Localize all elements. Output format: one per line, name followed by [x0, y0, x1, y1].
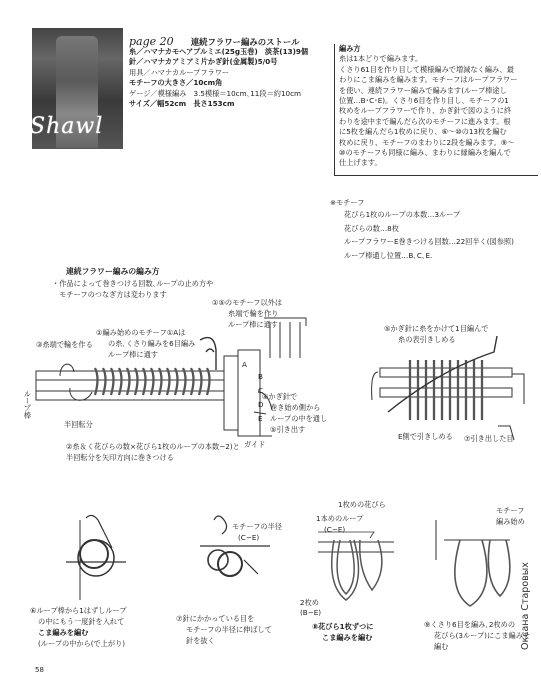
- method-line: わりにこま編みを編みます。モチーフはループフラワー: [339, 75, 518, 85]
- d1-label: ④かぎ針で: [262, 392, 298, 401]
- d1-label: ①⑤のモチーフ以外は: [212, 298, 283, 307]
- photo-caption: Shawl: [30, 114, 104, 139]
- spec-gauge: ゲージ／模様編み 3.5模様＝10cm､11段＝約10cm: [129, 88, 302, 98]
- step6-label: ⑥ループ棒から1はずしループ: [30, 606, 127, 615]
- step7-label: 針を抜く: [186, 636, 215, 645]
- d2-label: 糸の表引きしめる: [398, 335, 456, 344]
- note-line: ・作品によって巻きつける回数､ループの止め方や: [52, 279, 214, 288]
- page-label: page 20: [129, 35, 174, 48]
- step9-label: モチーフ: [496, 506, 525, 515]
- step8-label: (C−E): [324, 525, 346, 534]
- spec-motif-size: モチーフの大きさ／10cm角: [129, 78, 223, 88]
- step7-label: モチーフの半径に伸ばして: [186, 625, 272, 634]
- d1-label: 糸端で輪を作り: [228, 309, 279, 318]
- d1-label: ⑤引き出す: [270, 425, 306, 434]
- method-line: くさり61目を作り目して模様編みで増減なく編み、最: [339, 64, 514, 74]
- d1-label: ループ棒に通す: [228, 320, 278, 329]
- motif-title: ※モチーフ: [330, 198, 365, 207]
- page-number: 58: [35, 666, 44, 674]
- method-line: 仕上げます。: [339, 158, 382, 168]
- d1-letter: C: [258, 386, 264, 395]
- step9-label: 花びら(3ループ)にこま編みを: [434, 631, 531, 640]
- note-line: モチーフのつなぎ方は変わります: [52, 290, 167, 299]
- motif-line: ループ棒通し位置…B､C､E.: [344, 250, 433, 260]
- spec-size: サイズ／幅52cm 長さ153cm: [129, 99, 235, 109]
- d1-letter: E: [258, 414, 263, 423]
- method-line: を使い、連続フラワー編みで編みます(ループ棒途し: [339, 85, 507, 95]
- method-line: 枚めに戻り、モチーフのまわりに2段を編みます。⑨〜: [339, 137, 515, 147]
- d2-label: ⑤かぎ針に糸をかけて1目編んで: [384, 324, 489, 333]
- d1-label: ループ棒: [23, 390, 33, 419]
- step9-label: ⑨くさり6目を編み､2枚めの: [424, 620, 516, 629]
- step6-label: こま編みを編む: [38, 628, 89, 637]
- d1-label: の糸､くさり編みを6目編み: [108, 339, 196, 348]
- watermark: Оксана Старовых: [520, 562, 531, 650]
- step9-label: 編む: [434, 642, 449, 651]
- motif-line: ループフラワーE巻きつける回数…22回半く(図参照): [344, 237, 514, 247]
- method-line: 位置…B･C･E)。くさり6目を作り目し、モチーフの1: [339, 96, 509, 106]
- step7-label: モチーフの半径: [232, 522, 282, 531]
- d1-label: ループ棒に通す: [108, 350, 158, 359]
- step6-label: (ループの中から(で上がり): [38, 639, 126, 648]
- spec-yarn: 糸／ハマナカモヘアプルミエ(25g玉巻) 淡茶(13)9個: [129, 47, 309, 56]
- d1-label: 巻き始め側から: [270, 403, 321, 412]
- section-title: 連続フラワー編みの編み方: [66, 267, 160, 276]
- step-drawings: [66, 515, 510, 606]
- d1-letter: B: [258, 372, 263, 381]
- method-line: わりを途中まで編んだら次のモチーフに進みます。根: [339, 116, 511, 126]
- step8-label: 2枚め: [300, 598, 319, 607]
- pattern-title: 連続フラワー編みのストール: [190, 37, 300, 47]
- step6-label: の中にもう一度針を入れて: [38, 617, 125, 626]
- d1-label: ①編み始めのモチーフ①Aは: [96, 328, 186, 337]
- step7-label: ⑦針にかかっている目を: [176, 614, 255, 623]
- motif-line: 花びら1枚のループの本数…3ループ: [344, 210, 461, 220]
- d1-label: ガイド: [244, 440, 266, 449]
- d1-label: ③糸端で輪を作る: [36, 340, 93, 349]
- loop-flower-diagram-2: [372, 336, 524, 440]
- method-title: 編み方: [339, 44, 361, 53]
- step8-label: (B−E): [300, 608, 322, 617]
- step8-label: 1本めのループ: [316, 514, 364, 523]
- step9-label: 編み始め: [496, 517, 525, 526]
- d1-label: 半回転分を矢印方向に巻きつける: [66, 453, 174, 462]
- method-line: に5枚を編んだら1枚めに戻り、⑥〜⑩の13枚を編む: [339, 127, 507, 137]
- step8-label: 1枚めの花びら: [338, 500, 386, 509]
- d1-label: ループの中を通し: [270, 414, 328, 423]
- method-line: 糸は1本どりで編みます。: [339, 54, 423, 64]
- d1-label: ②糸＆く花びらの数×花びら1枚のループの本数−2)と: [66, 442, 240, 451]
- d1-letter: A: [242, 360, 247, 369]
- d2-label: ⑦引き出した目: [464, 434, 514, 443]
- d1-letter: D: [258, 400, 264, 409]
- spec-needle: 針／ハマナカアミアミ片かぎ針(金属製)5/0号: [129, 57, 278, 67]
- step8-label: こま編みを編む: [322, 633, 373, 642]
- spec-tool: 用具／ハマナカループフラワー: [129, 67, 230, 77]
- motif-line: 花びらの数…8枚: [344, 223, 399, 233]
- d2-label: E側で引きしめる: [398, 432, 453, 441]
- d1-label: 半回転分: [64, 420, 93, 429]
- step8-label: ⑧花びら1枚ずつに: [312, 622, 374, 631]
- step7-label: (C−E): [238, 533, 260, 542]
- method-line: 枚めをループフラワーで作り、かぎ針で図のように終: [339, 106, 512, 116]
- method-line: ⑩のモチーフも同様に編み、まわりに縁編みを編んで: [339, 148, 511, 158]
